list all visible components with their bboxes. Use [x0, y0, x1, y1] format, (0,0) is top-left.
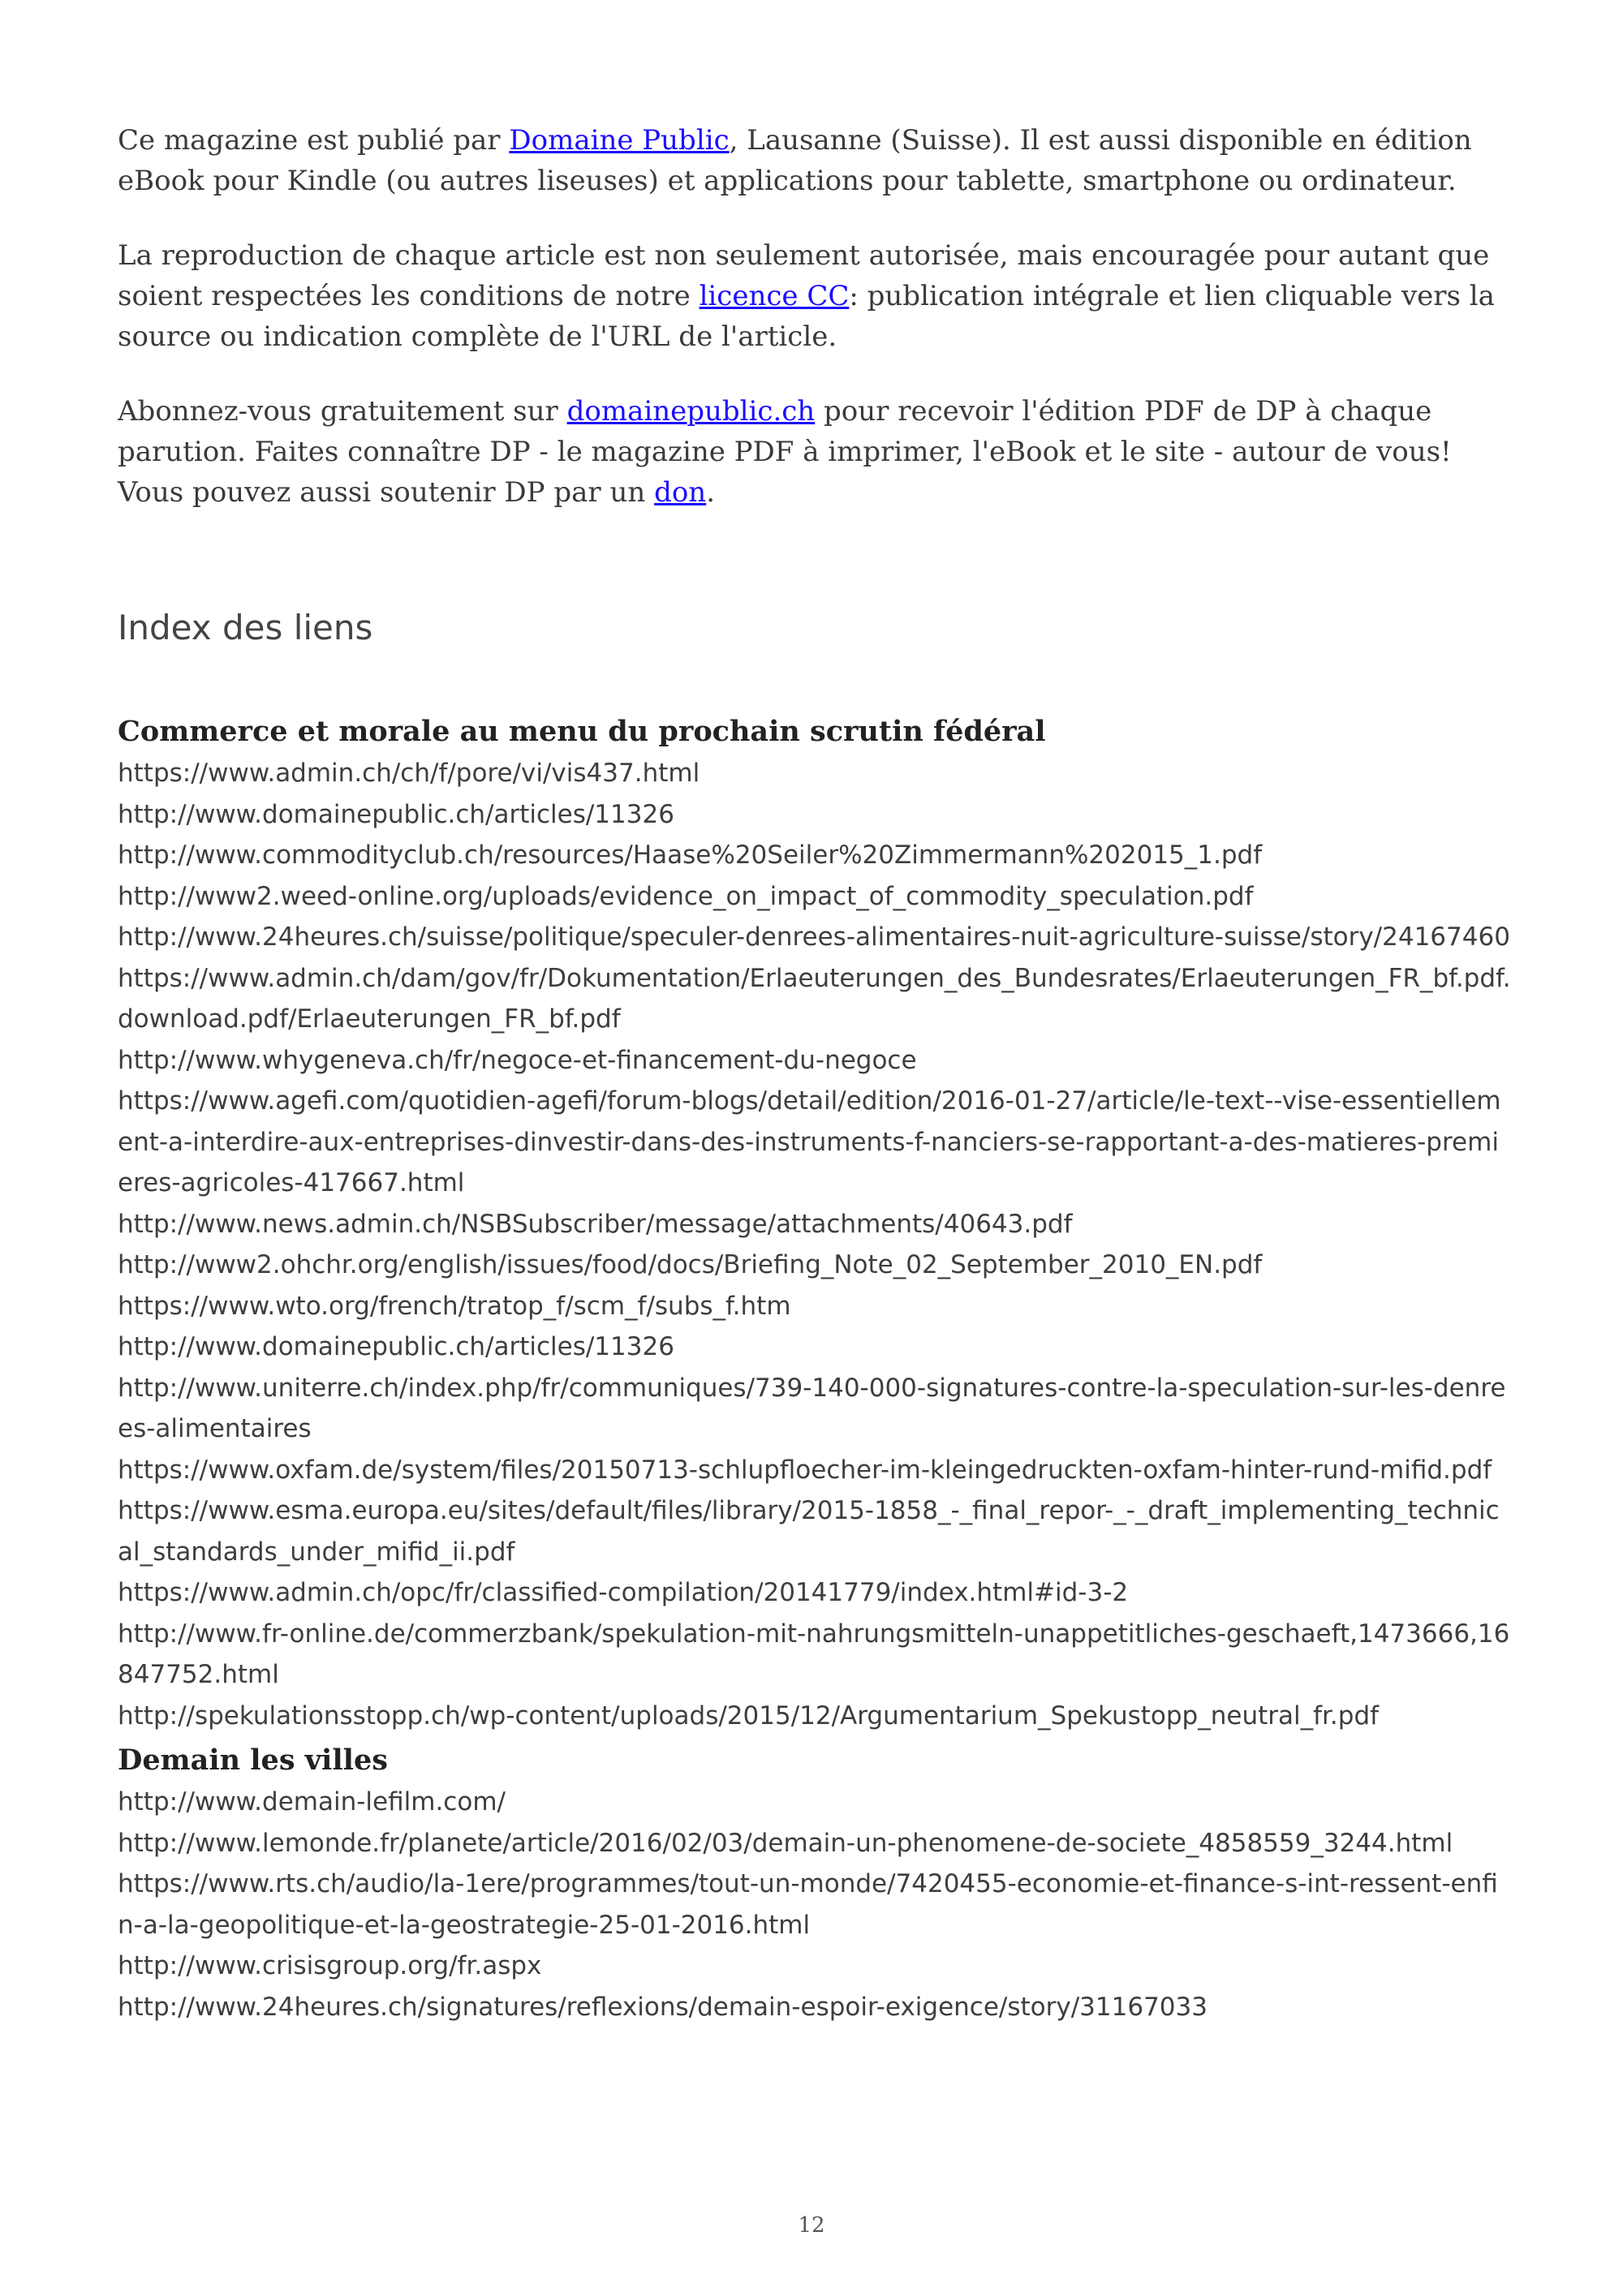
- intro-p2-text-before: La reproduction de chaque article est non seulement autorisée, mais encouragée pour autant que soient respectées les conditions de notre: [118, 239, 1490, 312]
- url-link[interactable]: http://www.24heures.ch/signatures/reflexions/demain-espoir-exigence/story/31167033: [118, 1992, 1208, 2022]
- url-link[interactable]: http://www.crisisgroup.org/fr.aspx: [118, 1951, 542, 1980]
- intro-p2-text-after: : publication intégrale et lien cliquable vers la source ou indication complète de l'URL de l'article.: [118, 280, 1495, 353]
- intro-block: [118, 120, 1513, 513]
- url-link[interactable]: https://www.agefi.com/quotidien-agefi/forum-blogs/detail/edition/2016-01-27/article/le-text--vise-essentiellement-a-interdire-aux-entreprises-dinvestir-dans-des-instruments-f-nanciers-se-rapportant-a-des-matieres-premieres-agricoles-417667.html: [118, 1086, 1501, 1197]
- url-link[interactable]: http://www2.weed-online.org/uploads/evidence_on_impact_of_commodity_speculation.pdf: [118, 881, 1254, 911]
- url-link[interactable]: http://www.domainepublic.ch/articles/11326: [118, 799, 674, 829]
- section-heading: Demain les villes: [118, 1743, 388, 1777]
- intro-p3-text-middle: pour recevoir l'édition PDF de DP à chaque parution. Faites connaître DP - le magazine PDF à imprimer, l'eBook et le site - autour de vous! Vous pouvez aussi soutenir DP par un: [118, 395, 1452, 509]
- url-link[interactable]: https://www.wto.org/french/tratop_f/scm_f/subs_f.htm: [118, 1291, 791, 1321]
- document-page: [118, 120, 1513, 2027]
- intro-p3-text-after: .: [706, 476, 716, 509]
- intro-p1-text-before: Ce magazine est publié par: [118, 124, 510, 157]
- url-link[interactable]: http://www.whygeneva.ch/fr/negoce-et-financement-du-negoce: [118, 1045, 917, 1075]
- url-link[interactable]: http://www.lemonde.fr/planete/article/2016/02/03/demain-un-phenomene-de-societe_4858559_3244.html: [118, 1828, 1453, 1858]
- link-section: [118, 711, 1513, 1736]
- url-link[interactable]: https://www.esma.europa.eu/sites/default/files/library/2015-1858_-_final_repor-_-_draft_implementing_technical_standards_under_mifid_ii.pdf: [118, 1496, 1500, 1567]
- donation-link[interactable]: don: [654, 476, 707, 509]
- domaine-public-link[interactable]: Domaine Public: [509, 124, 730, 157]
- url-link[interactable]: http://www2.ohchr.org/english/issues/food/docs/Briefing_Note_02_September_2010_EN.pdf: [118, 1250, 1263, 1279]
- url-link[interactable]: http://www.uniterre.ch/index.php/fr/communiques/739-140-000-signatures-contre-la-speculation-sur-les-denrees-alimentaires: [118, 1373, 1506, 1443]
- url-link[interactable]: https://www.admin.ch/opc/fr/classified-compilation/20141779/index.html#id-3-2: [118, 1578, 1129, 1607]
- url-link[interactable]: https://www.admin.ch/ch/f/pore/vi/vis437.html: [118, 759, 700, 788]
- link-index-sections: [118, 711, 1513, 2027]
- section-heading: Commerce et morale au menu du prochain scrutin fédéral: [118, 715, 1046, 748]
- link-list: [118, 753, 1513, 1736]
- page-number: 12: [798, 2213, 825, 2238]
- intro-p1-text-after: , Lausanne (Suisse). Il est aussi disponible en édition eBook pour Kindle (ou autres liseuses) et applications pour tablette, smartphone ou ordinateur.: [118, 124, 1472, 197]
- index-title: Index des liens: [118, 608, 373, 647]
- intro-paragraph-publisher: [118, 120, 1513, 201]
- url-link[interactable]: http://www.domainepublic.ch/articles/11326: [118, 1332, 674, 1361]
- url-link[interactable]: http://www.fr-online.de/commerzbank/spekulation-mit-nahrungsmitteln-unappetitliches-geschaeft,1473666,16847752.html: [118, 1619, 1510, 1689]
- intro-p3-text-before: Abonnez-vous gratuitement sur: [118, 395, 567, 428]
- url-link[interactable]: http://www.news.admin.ch/NSBSubscriber/message/attachments/40643.pdf: [118, 1209, 1073, 1239]
- licence-cc-link[interactable]: licence CC: [699, 280, 850, 312]
- url-link[interactable]: http://www.commodityclub.ch/resources/Haase%20Seiler%20Zimmermann%202015_1.pdf: [118, 841, 1263, 870]
- url-link[interactable]: https://www.admin.ch/dam/gov/fr/Dokumentation/Erlaeuterungen_des_Bundesrates/Erlaeuterungen_FR_bf.pdf.download.pdf/Erlaeuterungen_FR_bf.pdf: [118, 963, 1511, 1034]
- link-list: [118, 1782, 1513, 2027]
- intro-paragraph-license: [118, 235, 1513, 357]
- url-link[interactable]: http://spekulationsstopp.ch/wp-content/uploads/2015/12/Argumentarium_Spekustopp_neutral_fr.pdf: [118, 1701, 1380, 1731]
- intro-paragraph-subscribe: [118, 391, 1513, 513]
- url-link[interactable]: https://www.oxfam.de/system/files/20150713-schlupfloecher-im-kleingedruckten-oxfam-hinter-rund-mifid.pdf: [118, 1455, 1492, 1485]
- url-link[interactable]: http://www.demain-lefilm.com/: [118, 1787, 506, 1817]
- url-link[interactable]: http://www.24heures.ch/suisse/politique/speculer-denrees-alimentaires-nuit-agriculture-suisse/story/24167460: [118, 922, 1510, 952]
- url-link[interactable]: https://www.rts.ch/audio/la-1ere/programmes/tout-un-monde/7420455-economie-et-finance-s-int-ressent-enfin-a-la-geopolitique-et-la-geostrategie-25-01-2016.html: [118, 1869, 1498, 1940]
- domainepublic-site-link[interactable]: domainepublic.ch: [566, 395, 816, 428]
- link-section: [118, 1739, 1513, 2027]
